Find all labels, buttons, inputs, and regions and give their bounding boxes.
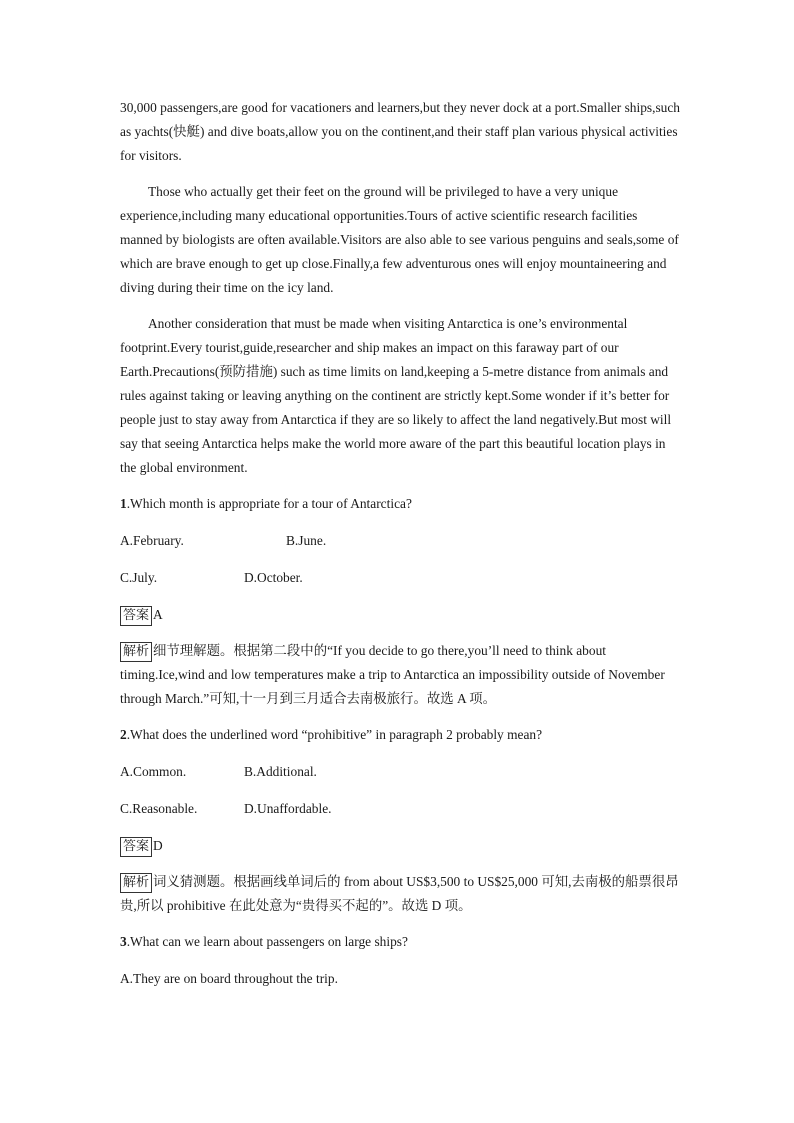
question-2-option-b: B.Additional. bbox=[244, 764, 317, 779]
question-2-answer bbox=[120, 834, 680, 858]
question-3-number: 3 bbox=[120, 934, 127, 949]
question-3-text: .What can we learn about passengers on large ships? bbox=[126, 934, 408, 949]
passage-paragraph-3: Another consideration that must be made when visiting Antarctica is one’s environmental footprint.Every tourist,guide,researcher and ship makes an impact on this faraway part of our Earth.Precautions(预防措施) such as time limits on land,keeping a 5-metre distance from animals and rules against taking or leaving anything on the continent are strictly kept.Some wonder if it’s better for people just to stay away from Antarctica if they are so likely to affect the land negatively.But most will say that seeing Antarctica helps make the world more aware of the part this beautiful location plays in the global environment. bbox=[120, 316, 672, 475]
question-1-option-c: C.July. bbox=[120, 570, 158, 585]
question-1-analysis bbox=[120, 639, 680, 711]
analysis-tag: 解析 bbox=[120, 642, 152, 662]
answer-value: D bbox=[153, 838, 163, 853]
analysis-text: 词义猜测题。根据画线单词后的 from about US$3,500 to US$25,000 可知,去南极的船票很昂贵,所以 prohibitive 在此处意为“贵得买不起的”。故选 D 项。 bbox=[120, 874, 679, 913]
question-1-options-row-2 bbox=[120, 566, 680, 590]
question-1-option-d: D.October. bbox=[244, 570, 303, 585]
question-1-stem bbox=[120, 492, 680, 516]
question-1-options-row-1 bbox=[120, 529, 680, 553]
question-3-option-a: A.They are on board throughout the trip. bbox=[120, 971, 338, 986]
answer-tag: 答案 bbox=[120, 837, 152, 857]
analysis-text: 细节理解题。根据第二段中的“If you decide to go there,you’ll need to think about timing.Ice,wind and low temperatures make a trip to Antarctica an impossibility outside of November through March.”可知,十一月到三月适合去南极旅行。故选 A 项。 bbox=[120, 643, 665, 706]
question-2-option-a: A.Common. bbox=[120, 764, 187, 779]
question-2-options-row-1 bbox=[120, 760, 680, 784]
analysis-tag: 解析 bbox=[120, 873, 152, 893]
question-2-stem bbox=[120, 723, 680, 747]
question-2-option-d: D.Unaffordable. bbox=[244, 801, 332, 816]
question-2-analysis bbox=[120, 870, 680, 918]
document-page bbox=[120, 96, 680, 1004]
question-3-options-row-1 bbox=[120, 967, 680, 991]
question-1-answer bbox=[120, 603, 680, 627]
question-3-stem bbox=[120, 930, 680, 954]
answer-value: A bbox=[153, 607, 163, 622]
question-2-options-row-2 bbox=[120, 797, 680, 821]
passage-paragraph-2: Those who actually get their feet on the ground will be privileged to have a very unique experience,including many educational opportunities.Tours of active scientific research facilities manned by biologists are often available.Visitors are also able to see various penguins and seals,some of which are brave enough to get up close.Finally,a few adventurous ones will enjoy mountaineering and diving during their time on the icy land. bbox=[120, 184, 679, 295]
question-1-number: 1 bbox=[120, 496, 127, 511]
question-2-text: .What does the underlined word “prohibitive” in paragraph 2 probably mean? bbox=[126, 727, 543, 742]
question-2-number: 2 bbox=[120, 727, 127, 742]
question-1-option-a: A.February. bbox=[120, 533, 184, 548]
question-1-option-b: B.June. bbox=[286, 533, 327, 548]
passage-paragraph-1: 30,000 passengers,are good for vacationers and learners,but they never dock at a port.Smaller ships,such as yachts(快艇) and dive boats,allow you on the continent,and their staff plan various physical activities for visitors. bbox=[120, 100, 681, 163]
question-2-option-c: C.Reasonable. bbox=[120, 801, 198, 816]
answer-tag: 答案 bbox=[120, 606, 152, 626]
question-1-text: .Which month is appropriate for a tour of Antarctica? bbox=[126, 496, 412, 511]
